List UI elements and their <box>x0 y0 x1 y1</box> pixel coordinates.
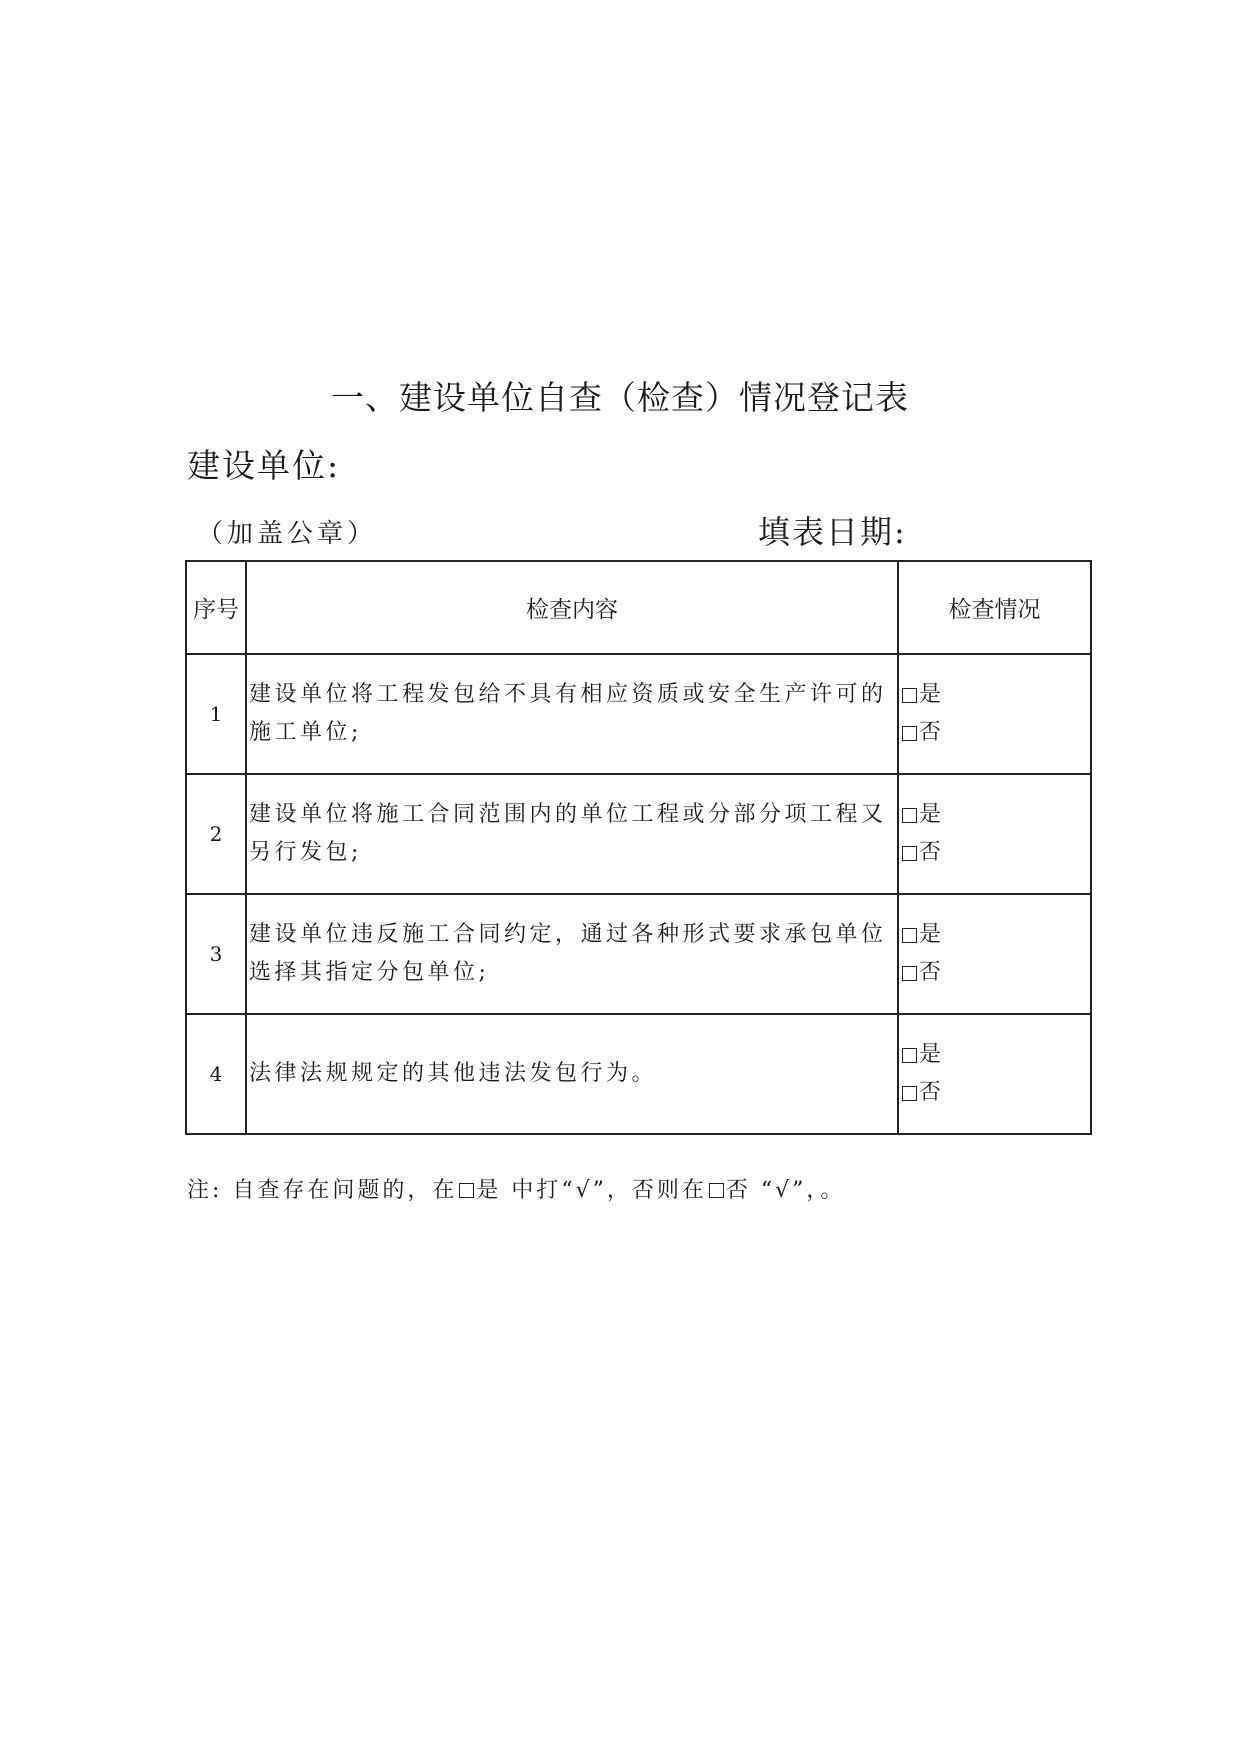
row-status <box>898 654 1091 774</box>
yes-option[interactable] <box>902 1036 1090 1074</box>
row-content: 建设单位违反施工合同约定，通过各种形式要求承包单位选择其指定分包单位; <box>246 894 898 1014</box>
no-checkbox[interactable] <box>902 1086 917 1101</box>
date-label: 填表日期: <box>758 513 907 551</box>
yes-option[interactable] <box>902 796 1090 834</box>
yes-option[interactable] <box>902 676 1090 714</box>
yes-checkbox[interactable] <box>902 808 917 823</box>
header-content: 检查内容 <box>246 561 898 654</box>
footnote-box-icon <box>459 1183 474 1198</box>
footnote-box-icon <box>709 1183 724 1198</box>
no-checkbox[interactable] <box>902 966 917 981</box>
row-status <box>898 1014 1091 1134</box>
table-row <box>186 894 1091 1014</box>
header-status: 检查情况 <box>898 561 1091 654</box>
yes-option[interactable] <box>902 916 1090 954</box>
no-checkbox[interactable] <box>902 846 917 861</box>
seal-note: （加盖公章） <box>197 519 378 549</box>
yes-checkbox[interactable] <box>902 688 917 703</box>
row-index: 3 <box>186 894 246 1014</box>
yes-checkbox[interactable] <box>902 1048 917 1063</box>
table-row <box>186 1014 1091 1134</box>
table-row <box>186 774 1091 894</box>
no-label: 否 <box>919 1080 942 1105</box>
check-table <box>185 560 1092 1135</box>
no-option[interactable] <box>902 954 1090 992</box>
footnote-part1: 注: 自查存在问题的，在 <box>187 1178 458 1203</box>
yes-label: 是 <box>919 922 942 947</box>
no-option[interactable] <box>902 834 1090 872</box>
footnote <box>187 1173 845 1204</box>
yes-checkbox[interactable] <box>902 928 917 943</box>
header-index: 序号 <box>186 561 246 654</box>
row-index: 2 <box>186 774 246 894</box>
no-label: 否 <box>919 720 942 745</box>
row-index: 1 <box>186 654 246 774</box>
row-content: 法律法规规定的其他违法发包行为。 <box>246 1014 898 1134</box>
footnote-part2: 是 中打“√”，否则在 <box>476 1178 707 1203</box>
table-header-row <box>186 561 1091 654</box>
table-row <box>186 654 1091 774</box>
row-content: 建设单位将施工合同范围内的单位工程或分部分项工程又另行发包; <box>246 774 898 894</box>
row-status <box>898 774 1091 894</box>
unit-label: 建设单位: <box>187 446 341 485</box>
yes-label: 是 <box>919 1042 942 1067</box>
yes-label: 是 <box>919 802 942 827</box>
yes-label: 是 <box>919 682 942 707</box>
no-label: 否 <box>919 840 942 865</box>
row-status <box>898 894 1091 1014</box>
no-option[interactable] <box>902 714 1090 752</box>
no-label: 否 <box>919 960 942 985</box>
footnote-part3: 否 “√”，。 <box>725 1178 846 1203</box>
row-index: 4 <box>186 1014 246 1134</box>
row-content: 建设单位将工程发包给不具有相应资质或安全生产许可的施工单位; <box>246 654 898 774</box>
no-checkbox[interactable] <box>902 726 917 741</box>
no-option[interactable] <box>902 1074 1090 1112</box>
page-title: 一、建设单位自查（检查）情况登记表 <box>331 378 909 417</box>
